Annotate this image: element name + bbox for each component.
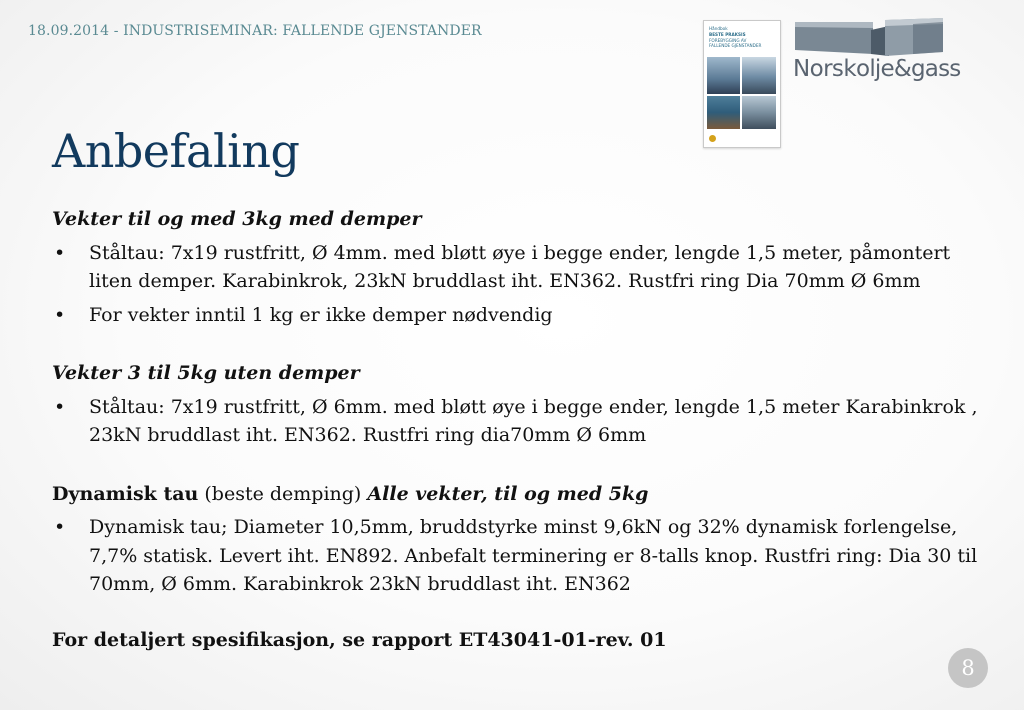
section-heading-3 bbox=[52, 480, 987, 509]
slide-title: Anbefaling bbox=[52, 124, 300, 178]
booklet-line-3: FOREBYGGING AV bbox=[709, 38, 747, 43]
section-2-bullets bbox=[52, 393, 987, 450]
dynamic-heading-italic: Alle vekter, til og med 5kg bbox=[367, 482, 649, 505]
bullet-item: • Ståltau: 7x19 rustfritt, Ø 6mm. med bløtt øye i begge ender, lengde 1,5 meter Karabinkrok , 23kN bruddlast iht. EN362. Rustfri ring dia70mm Ø 6mm bbox=[52, 393, 987, 450]
booklet-photo-3 bbox=[707, 96, 740, 129]
section-3-bullets bbox=[52, 513, 987, 599]
booklet-line-4: FALLENDE GJENSTANDER bbox=[709, 43, 762, 48]
bullet-item: • Ståltau: 7x19 rustfritt, Ø 4mm. med bløtt øye i begge ender, lengde 1,5 meter, påmontert liten demper. Karabinkrok, 23kN bruddlast iht. EN362. Rustfri ring Dia 70mm Ø 6mm bbox=[52, 239, 987, 296]
logo-word-norsk: Norsk bbox=[793, 56, 857, 82]
booklet-mini-logo bbox=[709, 135, 716, 142]
report-reference: For detaljert spesifikasjon, se rapport ET43041-01-rev. 01 bbox=[52, 628, 667, 651]
section-1-bullets bbox=[52, 239, 987, 330]
logo-word-olje-gass: olje&gass bbox=[856, 56, 961, 82]
handbook-cover-image bbox=[703, 20, 781, 148]
page-number-badge: 8 bbox=[948, 648, 988, 688]
section-heading-1: Vekter til og med 3kg med demper bbox=[52, 208, 422, 230]
bullet-item: • For vekter inntil 1 kg er ikke demper nødvendig bbox=[52, 301, 987, 330]
booklet-line-2: BESTE PRAKSIS bbox=[709, 32, 746, 37]
booklet-photo-4 bbox=[742, 96, 776, 129]
booklet-photo-1 bbox=[707, 57, 740, 94]
slide-content bbox=[52, 205, 987, 654]
booklet-photo-2 bbox=[742, 57, 776, 94]
section-heading-2: Vekter 3 til 5kg uten demper bbox=[52, 362, 360, 384]
dynamic-heading-bold: Dynamisk tau bbox=[52, 482, 199, 505]
bullet-item: • Dynamisk tau; Diameter 10,5mm, bruddstyrke minst 9,6kN og 32% dynamisk forlengelse, 7,7% statisk. Levert iht. EN892. Anbefalt terminering er 8-talls knop. Rustfri ring: Dia 30 til 70mm, Ø 6mm. Karabinkrok 23kN bruddlast iht. EN362 bbox=[52, 513, 987, 599]
logo-wordmark bbox=[793, 56, 960, 82]
dynamic-heading-normal: (beste demping) bbox=[198, 482, 368, 505]
booklet-line-1: Håndbok bbox=[709, 26, 728, 31]
header-date-event: 18.09.2014 - INDUSTRISEMINAR: FALLENDE GJENSTANDER bbox=[28, 23, 482, 39]
